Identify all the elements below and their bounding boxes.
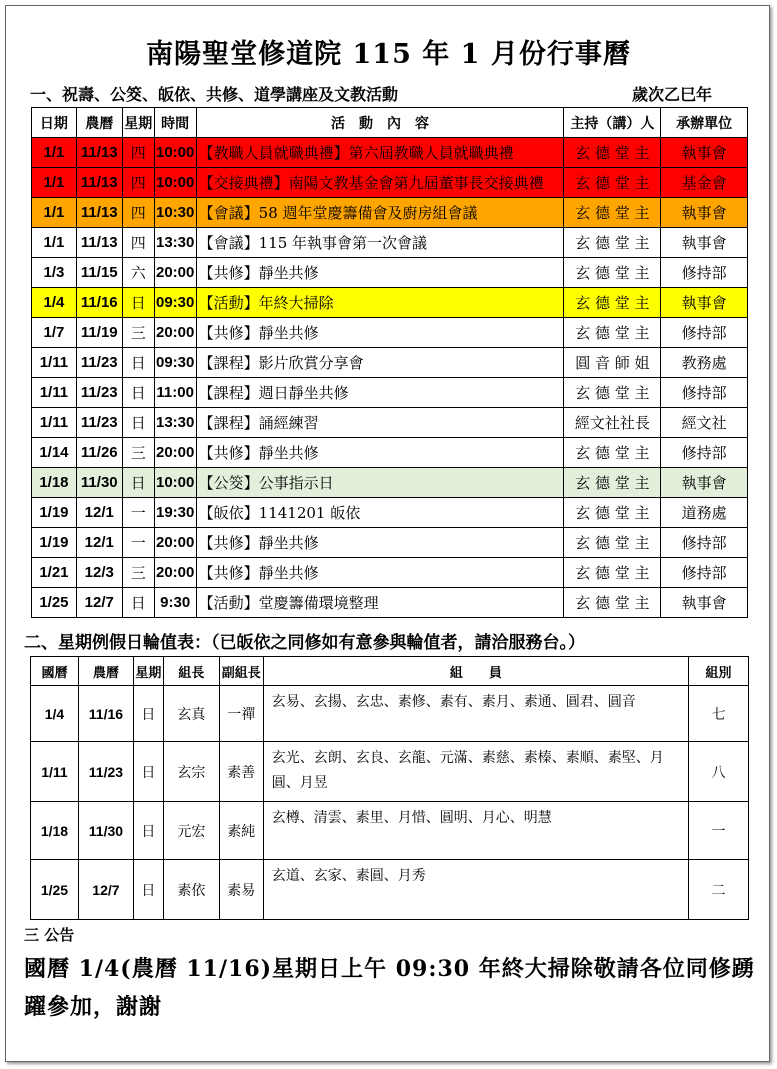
schedule-time: 10:00 bbox=[154, 468, 196, 498]
duty-lunar: 11/16 bbox=[78, 686, 133, 742]
schedule-date: 1/14 bbox=[32, 438, 77, 468]
schedule-unit: 執事會 bbox=[661, 588, 748, 618]
schedule-unit: 執事會 bbox=[661, 228, 748, 258]
col-activity: 活 動 內 容 bbox=[196, 108, 564, 138]
schedule-host: 玄 德 堂 主 bbox=[564, 138, 661, 168]
schedule-row bbox=[32, 318, 748, 348]
schedule-time: 10:00 bbox=[154, 138, 196, 168]
schedule-time: 11:00 bbox=[154, 378, 196, 408]
duty-weekday: 日 bbox=[133, 686, 163, 742]
schedule-lunar: 11/23 bbox=[76, 378, 122, 408]
col-weekday: 星期 bbox=[122, 108, 154, 138]
section1-heading: 一、祝壽、公筊、皈依、共修、道學講座及文教活動 bbox=[30, 85, 399, 104]
schedule-row bbox=[32, 408, 748, 438]
schedule-date: 1/11 bbox=[32, 348, 77, 378]
schedule-unit: 修持部 bbox=[661, 258, 748, 288]
schedule-date: 1/19 bbox=[32, 528, 77, 558]
duty-date: 1/25 bbox=[31, 860, 79, 920]
schedule-host: 玄 德 堂 主 bbox=[564, 198, 661, 228]
duty-col-group: 組別 bbox=[689, 657, 749, 686]
col-time: 時間 bbox=[154, 108, 196, 138]
duty-members: 玄樽、清雲、素里、月惜、圓明、月心、明慧 bbox=[263, 802, 688, 860]
schedule-time: 9:30 bbox=[154, 588, 196, 618]
schedule-lunar: 11/16 bbox=[76, 288, 122, 318]
duty-weekday: 日 bbox=[133, 802, 163, 860]
schedule-lunar: 11/13 bbox=[76, 228, 122, 258]
schedule-weekday: 日 bbox=[122, 408, 154, 438]
schedule-host: 玄 德 堂 主 bbox=[564, 228, 661, 258]
schedule-time: 10:30 bbox=[154, 198, 196, 228]
schedule-date: 1/1 bbox=[32, 138, 77, 168]
schedule-host: 玄 德 堂 主 bbox=[564, 168, 661, 198]
duty-vice: 素純 bbox=[219, 802, 263, 860]
schedule-unit: 道務處 bbox=[661, 498, 748, 528]
duty-members: 玄光、玄朗、玄良、玄龍、元滿、素慈、素榛、素順、素堅、月圓、月昱 bbox=[263, 742, 688, 802]
duty-lunar: 11/30 bbox=[78, 802, 133, 860]
duty-group: 八 bbox=[689, 742, 749, 802]
schedule-time: 13:30 bbox=[154, 228, 196, 258]
schedule-row bbox=[32, 588, 748, 618]
schedule-header-row bbox=[32, 108, 748, 138]
schedule-time: 20:00 bbox=[154, 528, 196, 558]
schedule-row bbox=[32, 558, 748, 588]
schedule-date: 1/11 bbox=[32, 408, 77, 438]
schedule-host: 圓 音 師 姐 bbox=[564, 348, 661, 378]
duty-group: 二 bbox=[689, 860, 749, 920]
schedule-host: 玄 德 堂 主 bbox=[564, 288, 661, 318]
schedule-activity: 【共修】靜坐共修 bbox=[196, 318, 564, 348]
schedule-activity: 【活動】堂慶籌備環境整理 bbox=[196, 588, 564, 618]
schedule-host: 玄 德 堂 主 bbox=[564, 258, 661, 288]
schedule-activity: 【教職人員就職典禮】第六屆教職人員就職典禮 bbox=[196, 138, 564, 168]
ganzhi-year: 歲次乙巳年 bbox=[632, 85, 713, 104]
duty-col-members: 組 員 bbox=[263, 657, 688, 686]
schedule-weekday: 四 bbox=[122, 198, 154, 228]
schedule-unit: 教務處 bbox=[661, 348, 748, 378]
duty-group: 一 bbox=[689, 802, 749, 860]
schedule-unit: 修持部 bbox=[661, 438, 748, 468]
schedule-time: 09:30 bbox=[154, 348, 196, 378]
duty-weekday: 日 bbox=[133, 742, 163, 802]
duty-vice: 一禪 bbox=[219, 686, 263, 742]
schedule-time: 20:00 bbox=[154, 438, 196, 468]
section3-heading: 三 公告 bbox=[24, 926, 75, 944]
col-date: 日期 bbox=[32, 108, 77, 138]
schedule-host: 玄 德 堂 主 bbox=[564, 558, 661, 588]
duty-vice: 素善 bbox=[219, 742, 263, 802]
section2-heading: 二、星期例假日輪值表：（已皈依之同修如有意參與輪值者，請洽服務台。） bbox=[24, 633, 585, 653]
schedule-date: 1/7 bbox=[32, 318, 77, 348]
schedule-time: 20:00 bbox=[154, 318, 196, 348]
duty-row bbox=[31, 860, 749, 920]
schedule-date: 1/4 bbox=[32, 288, 77, 318]
schedule-lunar: 12/1 bbox=[76, 528, 122, 558]
schedule-activity: 【皈依】1141201 皈依 bbox=[196, 498, 564, 528]
duty-leader: 素依 bbox=[163, 860, 219, 920]
schedule-weekday: 四 bbox=[122, 138, 154, 168]
schedule-row bbox=[32, 378, 748, 408]
schedule-row bbox=[32, 498, 748, 528]
schedule-host: 玄 德 堂 主 bbox=[564, 378, 661, 408]
schedule-weekday: 日 bbox=[122, 378, 154, 408]
duty-date: 1/18 bbox=[31, 802, 79, 860]
schedule-activity: 【共修】靜坐共修 bbox=[196, 558, 564, 588]
schedule-host: 玄 德 堂 主 bbox=[564, 498, 661, 528]
schedule-unit: 執事會 bbox=[661, 198, 748, 228]
schedule-activity: 【共修】靜坐共修 bbox=[196, 528, 564, 558]
page-title: 南陽聖堂修道院 115 年 1 月份行事曆 bbox=[146, 39, 631, 70]
schedule-lunar: 11/13 bbox=[76, 198, 122, 228]
schedule-lunar: 11/15 bbox=[76, 258, 122, 288]
schedule-lunar: 11/30 bbox=[76, 468, 122, 498]
schedule-lunar: 12/1 bbox=[76, 498, 122, 528]
schedule-unit: 基金會 bbox=[661, 168, 748, 198]
schedule-time: 09:30 bbox=[154, 288, 196, 318]
duty-group: 七 bbox=[689, 686, 749, 742]
duty-table bbox=[30, 656, 749, 920]
schedule-lunar: 12/7 bbox=[76, 588, 122, 618]
schedule-row bbox=[32, 258, 748, 288]
duty-date: 1/11 bbox=[31, 742, 79, 802]
schedule-weekday: 日 bbox=[122, 348, 154, 378]
schedule-date: 1/25 bbox=[32, 588, 77, 618]
duty-header-row bbox=[31, 657, 749, 686]
schedule-host: 玄 德 堂 主 bbox=[564, 468, 661, 498]
schedule-weekday: 三 bbox=[122, 438, 154, 468]
duty-members: 玄道、玄家、素圓、月秀 bbox=[263, 860, 688, 920]
schedule-unit: 執事會 bbox=[661, 138, 748, 168]
schedule-host: 玄 德 堂 主 bbox=[564, 318, 661, 348]
schedule-activity: 【共修】靜坐共修 bbox=[196, 258, 564, 288]
schedule-row bbox=[32, 348, 748, 378]
schedule-table bbox=[31, 107, 748, 618]
duty-col-date: 國曆 bbox=[31, 657, 79, 686]
duty-col-vice: 副組長 bbox=[219, 657, 263, 686]
schedule-unit: 執事會 bbox=[661, 288, 748, 318]
schedule-weekday: 四 bbox=[122, 228, 154, 258]
duty-row bbox=[31, 802, 749, 860]
schedule-unit: 修持部 bbox=[661, 558, 748, 588]
duty-row bbox=[31, 686, 749, 742]
schedule-row bbox=[32, 228, 748, 258]
schedule-time: 19:30 bbox=[154, 498, 196, 528]
duty-leader: 玄宗 bbox=[163, 742, 219, 802]
schedule-date: 1/11 bbox=[32, 378, 77, 408]
schedule-weekday: 日 bbox=[122, 588, 154, 618]
duty-col-lunar: 農曆 bbox=[78, 657, 133, 686]
schedule-weekday: 日 bbox=[122, 288, 154, 318]
duty-weekday: 日 bbox=[133, 860, 163, 920]
schedule-lunar: 12/3 bbox=[76, 558, 122, 588]
schedule-date: 1/3 bbox=[32, 258, 77, 288]
schedule-activity: 【交接典禮】南陽文教基金會第九屆董事長交接典禮 bbox=[196, 168, 564, 198]
schedule-time: 10:00 bbox=[154, 168, 196, 198]
duty-col-weekday: 星期 bbox=[133, 657, 163, 686]
schedule-activity: 【共修】靜坐共修 bbox=[196, 438, 564, 468]
duty-col-leader: 組長 bbox=[163, 657, 219, 686]
schedule-unit: 修持部 bbox=[661, 378, 748, 408]
notice-text: 國曆 1/4(農曆 11/16)星期日上午 09:30 年終大掃除敬請各位同修踴躍參加，謝謝 bbox=[24, 956, 755, 1020]
schedule-unit: 執事會 bbox=[661, 468, 748, 498]
col-host: 主持（講）人 bbox=[564, 108, 661, 138]
schedule-time: 20:00 bbox=[154, 558, 196, 588]
schedule-row bbox=[32, 468, 748, 498]
schedule-host: 玄 德 堂 主 bbox=[564, 438, 661, 468]
schedule-activity: 【課程】影片欣賞分享會 bbox=[196, 348, 564, 378]
schedule-activity: 【會議】58 週年堂慶籌備會及廚房組會議 bbox=[196, 198, 564, 228]
schedule-row bbox=[32, 438, 748, 468]
schedule-weekday: 三 bbox=[122, 558, 154, 588]
schedule-weekday: 六 bbox=[122, 258, 154, 288]
duty-vice: 素易 bbox=[219, 860, 263, 920]
schedule-row bbox=[32, 288, 748, 318]
schedule-lunar: 11/23 bbox=[76, 348, 122, 378]
schedule-lunar: 11/13 bbox=[76, 168, 122, 198]
schedule-weekday: 四 bbox=[122, 168, 154, 198]
schedule-host: 玄 德 堂 主 bbox=[564, 528, 661, 558]
schedule-lunar: 11/23 bbox=[76, 408, 122, 438]
duty-lunar: 11/23 bbox=[78, 742, 133, 802]
schedule-unit: 修持部 bbox=[661, 528, 748, 558]
schedule-date: 1/1 bbox=[32, 168, 77, 198]
schedule-activity: 【課程】誦經練習 bbox=[196, 408, 564, 438]
schedule-unit: 修持部 bbox=[661, 318, 748, 348]
schedule-date: 1/19 bbox=[32, 498, 77, 528]
col-unit: 承辦單位 bbox=[661, 108, 748, 138]
duty-row bbox=[31, 742, 749, 802]
schedule-weekday: 一 bbox=[122, 528, 154, 558]
schedule-weekday: 三 bbox=[122, 318, 154, 348]
schedule-row bbox=[32, 168, 748, 198]
duty-lunar: 12/7 bbox=[78, 860, 133, 920]
schedule-host: 玄 德 堂 主 bbox=[564, 588, 661, 618]
schedule-activity: 【公筊】公事指示日 bbox=[196, 468, 564, 498]
duty-date: 1/4 bbox=[31, 686, 79, 742]
schedule-time: 20:00 bbox=[154, 258, 196, 288]
schedule-weekday: 日 bbox=[122, 468, 154, 498]
schedule-date: 1/18 bbox=[32, 468, 77, 498]
schedule-unit: 經文社 bbox=[661, 408, 748, 438]
schedule-lunar: 11/26 bbox=[76, 438, 122, 468]
schedule-time: 13:30 bbox=[154, 408, 196, 438]
schedule-host: 經文社社長 bbox=[564, 408, 661, 438]
schedule-date: 1/1 bbox=[32, 198, 77, 228]
schedule-activity: 【課程】週日靜坐共修 bbox=[196, 378, 564, 408]
duty-leader: 玄真 bbox=[163, 686, 219, 742]
schedule-row bbox=[32, 198, 748, 228]
schedule-date: 1/21 bbox=[32, 558, 77, 588]
schedule-activity: 【會議】115 年執事會第一次會議 bbox=[196, 228, 564, 258]
schedule-date: 1/1 bbox=[32, 228, 77, 258]
schedule-row bbox=[32, 528, 748, 558]
schedule-weekday: 一 bbox=[122, 498, 154, 528]
duty-members: 玄易、玄揚、玄忠、素修、素有、素月、素通、圓君、圓音 bbox=[263, 686, 688, 742]
col-lunar: 農曆 bbox=[76, 108, 122, 138]
schedule-row bbox=[32, 138, 748, 168]
schedule-lunar: 11/13 bbox=[76, 138, 122, 168]
duty-leader: 元宏 bbox=[163, 802, 219, 860]
schedule-activity: 【活動】年終大掃除 bbox=[196, 288, 564, 318]
schedule-lunar: 11/19 bbox=[76, 318, 122, 348]
